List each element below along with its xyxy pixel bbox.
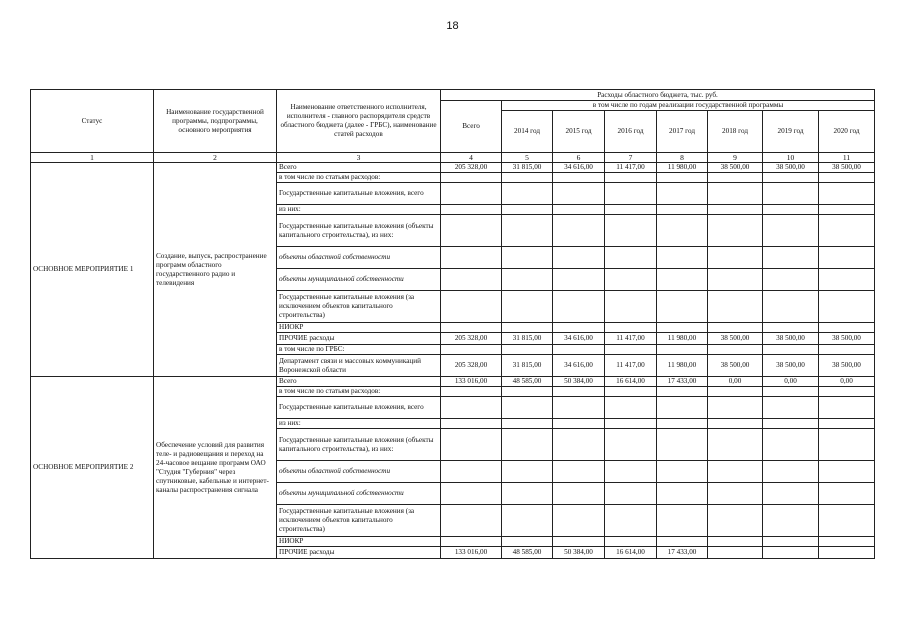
expense-item-label: объекты муниципальной собственности — [277, 269, 441, 291]
value-cell: 11 980,00 — [657, 355, 708, 377]
value-cell — [819, 323, 875, 333]
value-cell — [441, 345, 502, 355]
value-cell — [441, 537, 502, 547]
value-cell — [553, 419, 605, 429]
value-cell — [502, 215, 553, 247]
status-cell: ОСНОВНОЕ МЕРОПРИЯТИЕ 2 — [31, 377, 154, 559]
value-cell: 11 417,00 — [605, 333, 657, 345]
value-cell — [441, 215, 502, 247]
expense-item-label: Государственные капитальные вложения (за исключением объектов капитального строительства) — [277, 291, 441, 323]
expense-item-label: НИОКР — [277, 537, 441, 547]
expense-item-label: Государственные капитальные вложения, всего — [277, 397, 441, 419]
value-cell — [708, 547, 763, 559]
value-cell — [605, 323, 657, 333]
value-cell — [502, 537, 553, 547]
header-year: 2017 год — [657, 111, 708, 153]
value-cell — [502, 397, 553, 419]
value-cell — [819, 461, 875, 483]
value-cell — [763, 505, 819, 537]
value-cell — [441, 461, 502, 483]
value-cell — [502, 483, 553, 505]
value-cell — [819, 269, 875, 291]
value-cell — [763, 537, 819, 547]
value-cell — [819, 345, 875, 355]
header-year: 2019 год — [763, 111, 819, 153]
value-cell — [502, 461, 553, 483]
value-cell — [819, 387, 875, 397]
value-cell — [708, 215, 763, 247]
header-total: Всего — [441, 101, 502, 153]
value-cell — [657, 247, 708, 269]
value-cell — [763, 397, 819, 419]
value-cell — [657, 269, 708, 291]
value-cell — [502, 345, 553, 355]
value-cell — [657, 323, 708, 333]
header-year: 2014 год — [502, 111, 553, 153]
value-cell: 38 500,00 — [819, 163, 875, 173]
value-cell — [657, 537, 708, 547]
value-cell — [605, 183, 657, 205]
value-cell: 48 585,00 — [502, 547, 553, 559]
value-cell — [763, 269, 819, 291]
value-cell — [502, 387, 553, 397]
value-cell: 11 980,00 — [657, 163, 708, 173]
value-cell — [441, 419, 502, 429]
value-cell — [553, 461, 605, 483]
value-cell — [708, 397, 763, 419]
value-cell — [553, 387, 605, 397]
value-cell — [708, 419, 763, 429]
value-cell — [553, 183, 605, 205]
value-cell — [763, 483, 819, 505]
expense-item-label: Всего — [277, 163, 441, 173]
value-cell — [441, 291, 502, 323]
value-cell: 16 614,00 — [605, 377, 657, 387]
value-cell — [441, 429, 502, 461]
value-cell — [553, 397, 605, 419]
column-number: 8 — [657, 153, 708, 163]
value-cell — [553, 173, 605, 183]
header-executor: Наименование ответственного исполнителя, исполнителя - главного распорядителя средств областного бюджета (далее - ГРБС), наименование статей расходов — [277, 90, 441, 153]
value-cell: 31 815,00 — [502, 333, 553, 345]
value-cell — [605, 269, 657, 291]
value-cell — [657, 419, 708, 429]
value-cell — [763, 345, 819, 355]
value-cell — [819, 215, 875, 247]
value-cell: 133 016,00 — [441, 377, 502, 387]
value-cell: 38 500,00 — [708, 333, 763, 345]
value-cell — [708, 205, 763, 215]
value-cell — [502, 173, 553, 183]
value-cell: 0,00 — [708, 377, 763, 387]
value-cell — [502, 269, 553, 291]
value-cell: 17 433,00 — [657, 377, 708, 387]
value-cell — [763, 205, 819, 215]
value-cell — [819, 291, 875, 323]
column-number: 4 — [441, 153, 502, 163]
value-cell: 17 433,00 — [657, 547, 708, 559]
value-cell — [605, 483, 657, 505]
value-cell — [708, 291, 763, 323]
value-cell — [605, 205, 657, 215]
value-cell — [553, 291, 605, 323]
column-number: 2 — [154, 153, 277, 163]
value-cell — [553, 269, 605, 291]
value-cell — [553, 247, 605, 269]
value-cell — [657, 483, 708, 505]
value-cell — [763, 387, 819, 397]
column-number: 1 — [31, 153, 154, 163]
expense-item-label: в том числе по статьям расходов: — [277, 173, 441, 183]
value-cell — [553, 505, 605, 537]
value-cell — [763, 291, 819, 323]
value-cell — [763, 429, 819, 461]
value-cell — [502, 247, 553, 269]
expense-item-label: Государственные капитальные вложения (объекты капитального строительства), из них: — [277, 429, 441, 461]
value-cell: 16 614,00 — [605, 547, 657, 559]
value-cell: 38 500,00 — [708, 355, 763, 377]
column-numbers-row — [31, 153, 875, 163]
expense-item-label: объекты муниципальной собственности — [277, 483, 441, 505]
expense-item-label: Всего — [277, 377, 441, 387]
value-cell — [819, 247, 875, 269]
value-cell — [605, 537, 657, 547]
value-cell: 0,00 — [819, 377, 875, 387]
expense-item-label: из них: — [277, 419, 441, 429]
value-cell — [502, 205, 553, 215]
value-cell — [708, 429, 763, 461]
value-cell — [763, 215, 819, 247]
value-cell — [708, 247, 763, 269]
value-cell — [763, 173, 819, 183]
value-cell: 133 016,00 — [441, 547, 502, 559]
description-cell: Создание, выпуск, распространение программ областного государственного радио и телевидения — [154, 163, 277, 377]
value-cell — [819, 505, 875, 537]
header-year: 2016 год — [605, 111, 657, 153]
value-cell — [441, 183, 502, 205]
value-cell — [763, 247, 819, 269]
expense-item-label: объекты областной собственности — [277, 461, 441, 483]
value-cell — [708, 505, 763, 537]
value-cell — [553, 345, 605, 355]
value-cell: 205 328,00 — [441, 163, 502, 173]
value-cell: 38 500,00 — [708, 163, 763, 173]
header-status: Статус — [31, 90, 154, 153]
value-cell — [605, 505, 657, 537]
value-cell — [819, 547, 875, 559]
value-cell: 38 500,00 — [763, 163, 819, 173]
value-cell — [553, 215, 605, 247]
value-cell — [819, 397, 875, 419]
value-cell: 38 500,00 — [763, 355, 819, 377]
value-cell: 34 616,00 — [553, 333, 605, 345]
value-cell — [441, 397, 502, 419]
value-cell — [819, 419, 875, 429]
value-cell — [708, 323, 763, 333]
value-cell — [763, 461, 819, 483]
header-year: 2020 год — [819, 111, 875, 153]
value-cell — [708, 461, 763, 483]
value-cell: 34 616,00 — [553, 163, 605, 173]
value-cell — [819, 173, 875, 183]
value-cell — [657, 345, 708, 355]
value-cell: 48 585,00 — [502, 377, 553, 387]
column-number: 5 — [502, 153, 553, 163]
value-cell — [605, 397, 657, 419]
value-cell — [657, 173, 708, 183]
expense-item-label: в том числе по статьям расходов: — [277, 387, 441, 397]
value-cell — [605, 419, 657, 429]
table-row — [31, 163, 875, 173]
value-cell: 31 815,00 — [502, 355, 553, 377]
expense-item-label: Государственные капитальные вложения (объекты капитального строительства), из них: — [277, 215, 441, 247]
expense-item-label: в том числе по ГРБС: — [277, 345, 441, 355]
value-cell — [763, 419, 819, 429]
value-cell — [605, 247, 657, 269]
value-cell — [553, 323, 605, 333]
expense-item-label: НИОКР — [277, 323, 441, 333]
value-cell — [657, 397, 708, 419]
column-number: 6 — [553, 153, 605, 163]
value-cell — [657, 183, 708, 205]
value-cell — [605, 215, 657, 247]
value-cell — [657, 291, 708, 323]
value-cell — [605, 429, 657, 461]
expense-item-label: Государственные капитальные вложения, всего — [277, 183, 441, 205]
value-cell — [553, 205, 605, 215]
value-cell: 38 500,00 — [819, 355, 875, 377]
value-cell: 11 417,00 — [605, 355, 657, 377]
budget-table — [30, 89, 875, 559]
value-cell — [502, 419, 553, 429]
value-cell — [657, 387, 708, 397]
value-cell — [657, 461, 708, 483]
value-cell — [441, 247, 502, 269]
value-cell — [502, 505, 553, 537]
value-cell — [441, 323, 502, 333]
header-year: 2018 год — [708, 111, 763, 153]
value-cell — [819, 537, 875, 547]
value-cell — [708, 173, 763, 183]
value-cell — [819, 429, 875, 461]
value-cell — [605, 173, 657, 183]
value-cell — [763, 323, 819, 333]
value-cell — [819, 483, 875, 505]
value-cell — [657, 205, 708, 215]
description-cell: Обеспечение условий для развития теле- и радиовещания и переход на 24-часовое вещание программ ОАО "Студия "Губерния" через спутниковые, кабельные и интернет-каналы распространения сигнала — [154, 377, 277, 559]
value-cell — [502, 291, 553, 323]
value-cell — [502, 323, 553, 333]
column-number: 9 — [708, 153, 763, 163]
expense-item-label: ПРОЧИЕ расходы — [277, 333, 441, 345]
value-cell — [553, 429, 605, 461]
value-cell — [441, 269, 502, 291]
value-cell — [605, 461, 657, 483]
value-cell — [441, 505, 502, 537]
expense-item-label: Государственные капитальные вложения (за исключением объектов капитального строительства) — [277, 505, 441, 537]
value-cell — [708, 269, 763, 291]
value-cell — [819, 205, 875, 215]
value-cell: 50 384,00 — [553, 547, 605, 559]
value-cell — [441, 483, 502, 505]
value-cell: 31 815,00 — [502, 163, 553, 173]
value-cell — [708, 387, 763, 397]
expense-item-label: Департамент связи и массовых коммуникаций Воронежской области — [277, 355, 441, 377]
value-cell — [819, 183, 875, 205]
value-cell — [708, 483, 763, 505]
value-cell — [605, 345, 657, 355]
table-header — [31, 90, 875, 163]
header-name: Наименование государственной программы, подпрограммы, основного мероприятия — [154, 90, 277, 153]
page-number: 18 — [446, 20, 459, 32]
expense-item-label: объекты областной собственности — [277, 247, 441, 269]
value-cell — [502, 429, 553, 461]
expense-item-label: из них: — [277, 205, 441, 215]
value-cell: 0,00 — [763, 377, 819, 387]
header-by-years: в том числе по годам реализации государственной программы — [502, 101, 875, 111]
table-row — [31, 377, 875, 387]
header-year: 2015 год — [553, 111, 605, 153]
column-number: 11 — [819, 153, 875, 163]
value-cell — [657, 215, 708, 247]
value-cell: 205 328,00 — [441, 333, 502, 345]
value-cell — [708, 537, 763, 547]
value-cell: 205 328,00 — [441, 355, 502, 377]
header-expenses: Расходы областного бюджета, тыс. руб. — [441, 90, 875, 101]
value-cell: 11 417,00 — [605, 163, 657, 173]
value-cell: 11 980,00 — [657, 333, 708, 345]
value-cell: 34 616,00 — [553, 355, 605, 377]
column-number: 10 — [763, 153, 819, 163]
expense-item-label: ПРОЧИЕ расходы — [277, 547, 441, 559]
value-cell — [502, 183, 553, 205]
value-cell — [657, 429, 708, 461]
column-number: 7 — [605, 153, 657, 163]
value-cell — [763, 547, 819, 559]
value-cell: 38 500,00 — [819, 333, 875, 345]
value-cell — [763, 183, 819, 205]
status-cell: ОСНОВНОЕ МЕРОПРИЯТИЕ 1 — [31, 163, 154, 377]
value-cell — [657, 505, 708, 537]
value-cell: 38 500,00 — [763, 333, 819, 345]
value-cell — [441, 205, 502, 215]
value-cell — [708, 345, 763, 355]
value-cell: 50 384,00 — [553, 377, 605, 387]
value-cell — [553, 483, 605, 505]
value-cell — [441, 173, 502, 183]
value-cell — [708, 183, 763, 205]
value-cell — [605, 387, 657, 397]
value-cell — [605, 291, 657, 323]
column-number: 3 — [277, 153, 441, 163]
value-cell — [441, 387, 502, 397]
value-cell — [553, 537, 605, 547]
